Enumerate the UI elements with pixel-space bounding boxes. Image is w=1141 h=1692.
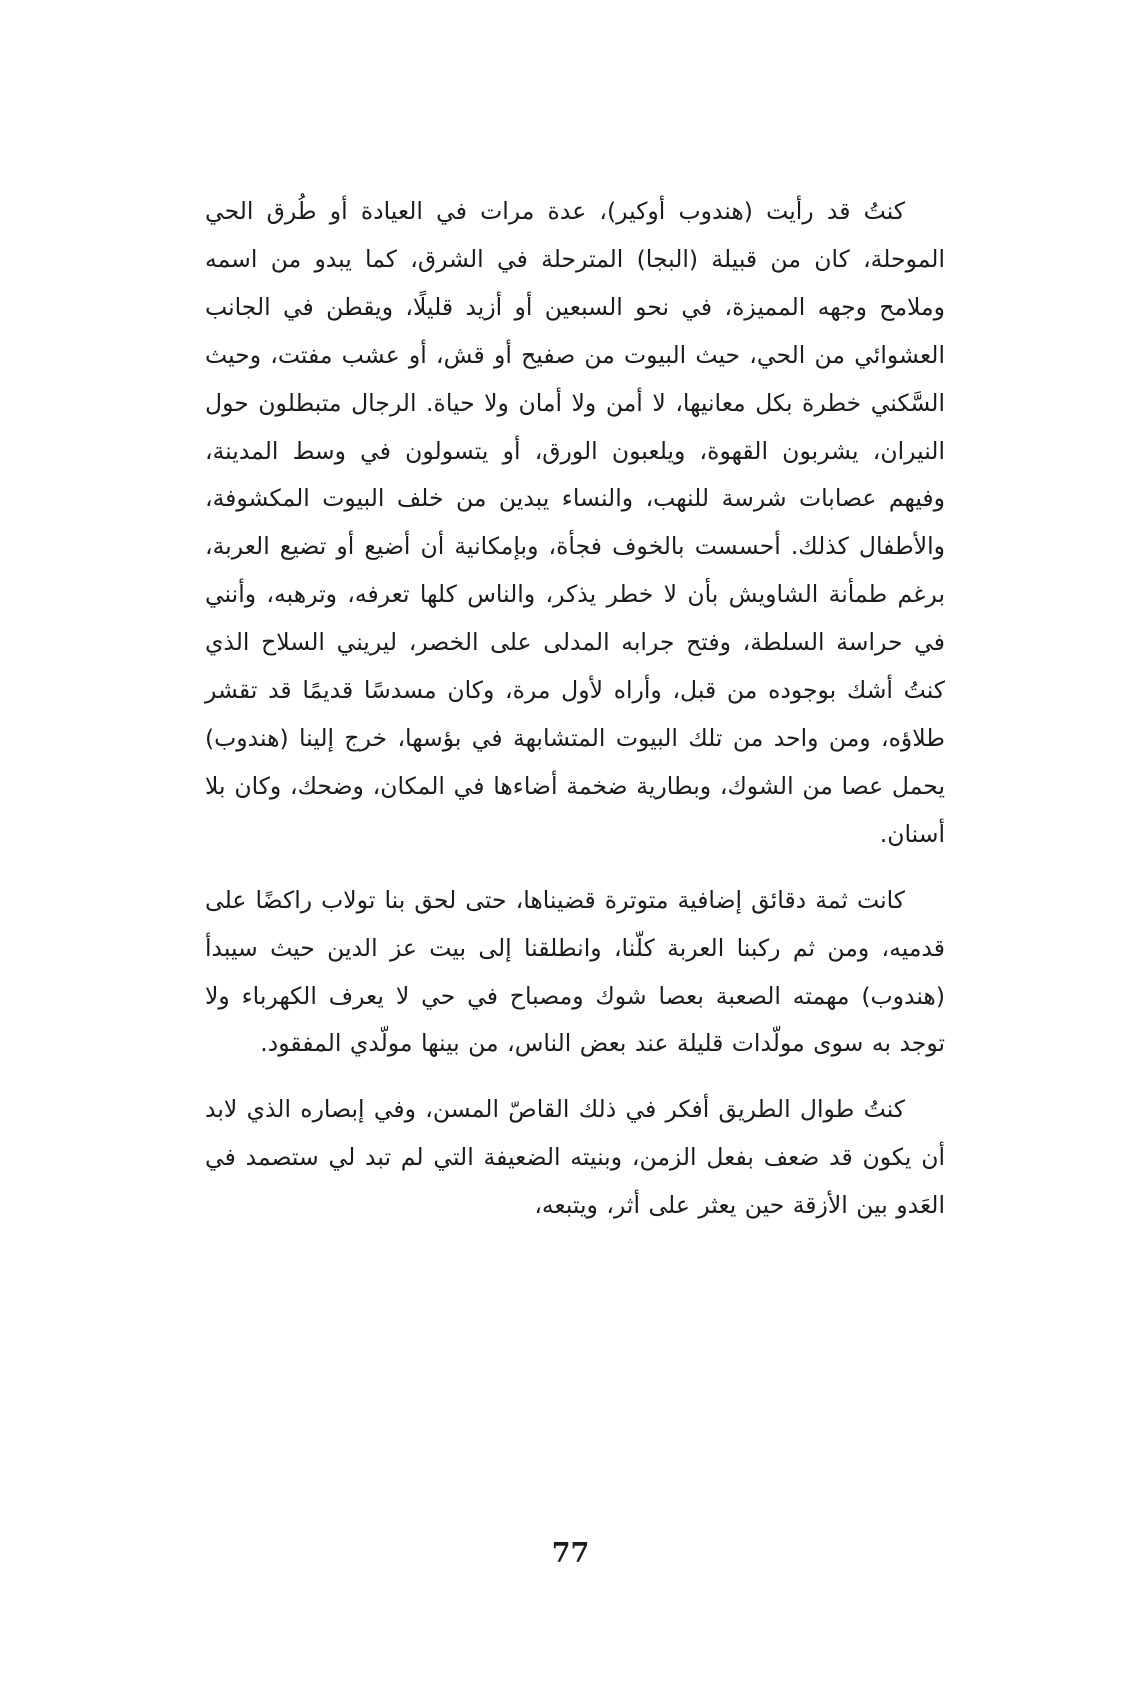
page-number: 77 — [551, 1538, 590, 1569]
body-text — [205, 188, 945, 1230]
paragraph-3: كنتُ طوال الطريق أفكر في ذلك القاصّ المسن، وفي إبصاره الذي لابد أن يكون قد ضعف بفعل الزمن، وبنيته الضعيفة التي لم تبد لي ستصمد في العَدو بين الأزقة حين يعثر على أثر، ويتبعه، — [205, 1095, 945, 1220]
paragraph-2: كانت ثمة دقائق إضافية متوترة قضيناها، حتى لحق بنا تولاب راكضًا على قدميه، ومن ثم ركبنا العربة كلّنا، وانطلقنا إلى بيت عز الدين حيث سيبدأ (هندوب) مهمته الصعبة بعصا شوك ومصباح في حي لا يعرف الكهرباء ولا توجد به سوى مولّدات قليلة عند بعض الناس، من بينها مولّدي المفقود. — [205, 885, 945, 1058]
paragraph-1: كنتُ قد رأيت (هندوب أوكير)، عدة مرات في العيادة أو طُرق الحي الموحلة، كان من قبيلة (البجا) المترحلة في الشرق، كما يبدو من اسمه وملامح وجهه المميزة، في نحو السبعين أو أزيد قليلًا، ويقطن في الجانب العشوائي من الحي، حيث البيوت من صفيح أو قش، أو عشب مفتت، وحيث السَّكني خطرة بكل معانيها، لا أمن ولا أمان ولا حياة. الرجال متبطلون حول النيران، يشربون القهوة، ويلعبون الورق، أو يتسولون في وسط المدينة، وفيهم عصابات شرسة للنهب، والنساء يبدين من خلف البيوت المكشوفة، والأطفال كذلك. أحسست بالخوف فجأة، وبإمكانية أن أضيع أو تضيع العربة، برغم طمأنة الشاويش بأن لا خطر يذكر، والناس كلها تعرفه، وترهبه، وأنني في حراسة السلطة، وفتح جرابه المدلى على الخصر، ليريني السلاح الذي كنتُ أشك بوجوده من قبل، وأراه لأول مرة، وكان مسدسًا قديمًا قد تقشر طلاؤه، ومن واحد من تلك البيوت المتشابهة في بؤسها، خرج إلينا (هندوب) يحمل عصا من الشوك، وبطارية ضخمة أضاءها في المكان، وضحك، وكان بلا أسنان. — [205, 197, 945, 848]
